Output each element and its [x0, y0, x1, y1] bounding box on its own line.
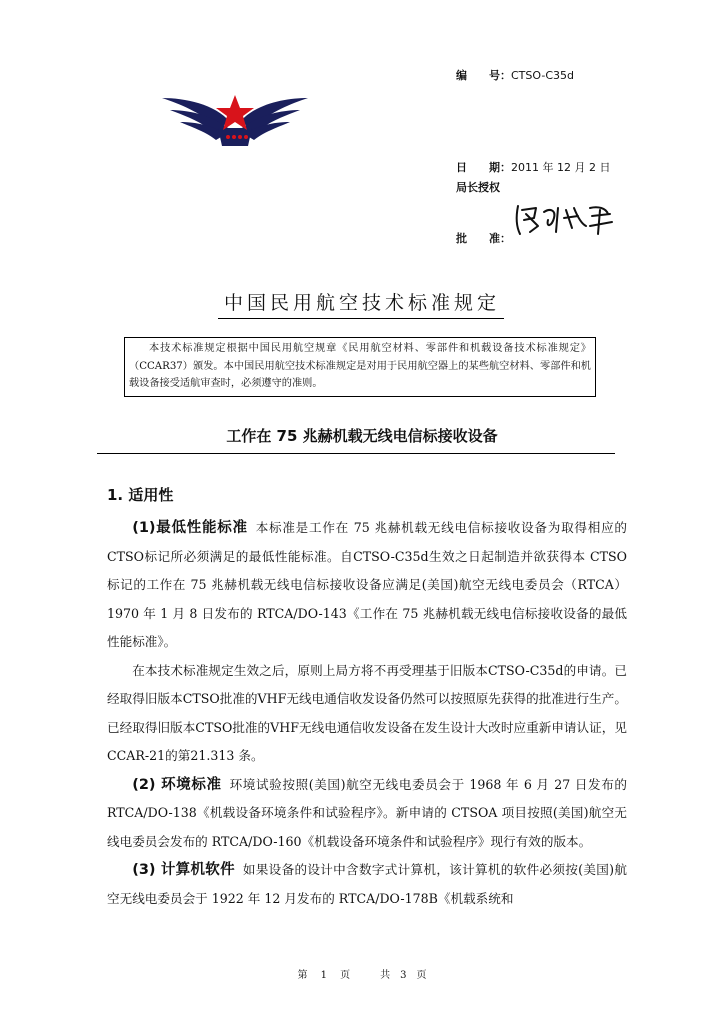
paragraph-performance-standard: [107, 514, 627, 657]
authority-text: 局长授权: [456, 181, 500, 194]
notice-text: 本技术标准规定根据中国民用航空规章《民用航空材料、零部件和机载设备技术标准规定》（CCAR37）颁发。本中国民用航空技术标准规定是对用于民用航空器上的某些航空材料、零部件和机载设备接受适航审查时，必须遵守的准则。: [129, 343, 591, 389]
document-title: 中国民用航空技术标准规定: [223, 292, 500, 314]
text-software: 如果设备的设计中含数字式计算机，该计算机的软件必须按(美国)航空无线电委员会于 1922 年 12 月发布的 RTCA/DO-178B《机载系统和: [107, 862, 627, 906]
section-body: [107, 514, 627, 913]
text-performance-standard: 本标准是工作在 75 兆赫机载无线电信标接收设备为取得相应的CTSO标记所必须满足的最低性能标准。自CTSO-C35d生效之日起制造并欲获得本 CTSO 标记的工作在 75 兆赫机载无线电信标接收设备应满足(美国)航空无线电委员会（RTCA）1970 年 1 月 8 日发布的 RTCA/DO-143《工作在 75 兆赫机载无线电信标接收设备的最低性能标准》。: [107, 520, 627, 649]
document-date-label: 日 期：: [456, 161, 511, 174]
paragraph-software: [107, 856, 627, 913]
section-heading-applicability: 1. 适用性: [107, 486, 174, 504]
notice-box: [124, 337, 596, 397]
page-footer: 第 1 页 共 3 页: [297, 970, 427, 981]
document-date: [456, 159, 610, 175]
approval-line: [456, 230, 511, 246]
document-number-label: 编 号：: [456, 69, 511, 82]
label-software: (3) 计算机软件: [132, 862, 235, 878]
caac-emblem: [160, 92, 310, 154]
label-performance-standard: (1)最低性能标准: [132, 520, 248, 536]
text-old-version: 在本技术标准规定生效之后，原则上局方将不再受理基于旧版本CTSO-C35d的申请。已经取得旧版本CTSO批准的VHF无线电通信收发设备仍然可以按照原先获得的批准进行生产。已经取得旧版本CTSO批准的VHF无线电通信收发设备在发生设计大改时应重新申请认证，见CCAR-21的第21.313 条。: [107, 662, 627, 763]
paragraph-environment-standard: [107, 771, 627, 857]
authority-line: [456, 179, 500, 195]
subtitle-rule: [97, 453, 615, 454]
document-date-value: 2011 年 12 月 2 日: [511, 161, 611, 174]
text-environment-standard: 环境试验按照(美国)航空无线电委员会于 1968 年 6 月 27 日发布的 RTCA/DO-138《机载设备环境条件和试验程序》。新申请的 CTSOA 项目按照(美国)航空无线电委员会发布的 RTCA/DO-160《机载设备环境条件和试验程序》现行有效的版本。: [107, 776, 627, 849]
document-number-value: CTSO-C35d: [511, 69, 574, 82]
document-number: [456, 67, 574, 83]
paragraph-old-version: [107, 657, 627, 771]
approver-signature: [512, 202, 618, 238]
standard-subtitle: 工作在 75 兆赫机载无线电信标接收设备: [226, 427, 498, 445]
label-environment-standard: (2) 环境标准: [132, 776, 222, 793]
title-underline: [218, 318, 504, 319]
approval-label: 批 准：: [456, 232, 511, 245]
